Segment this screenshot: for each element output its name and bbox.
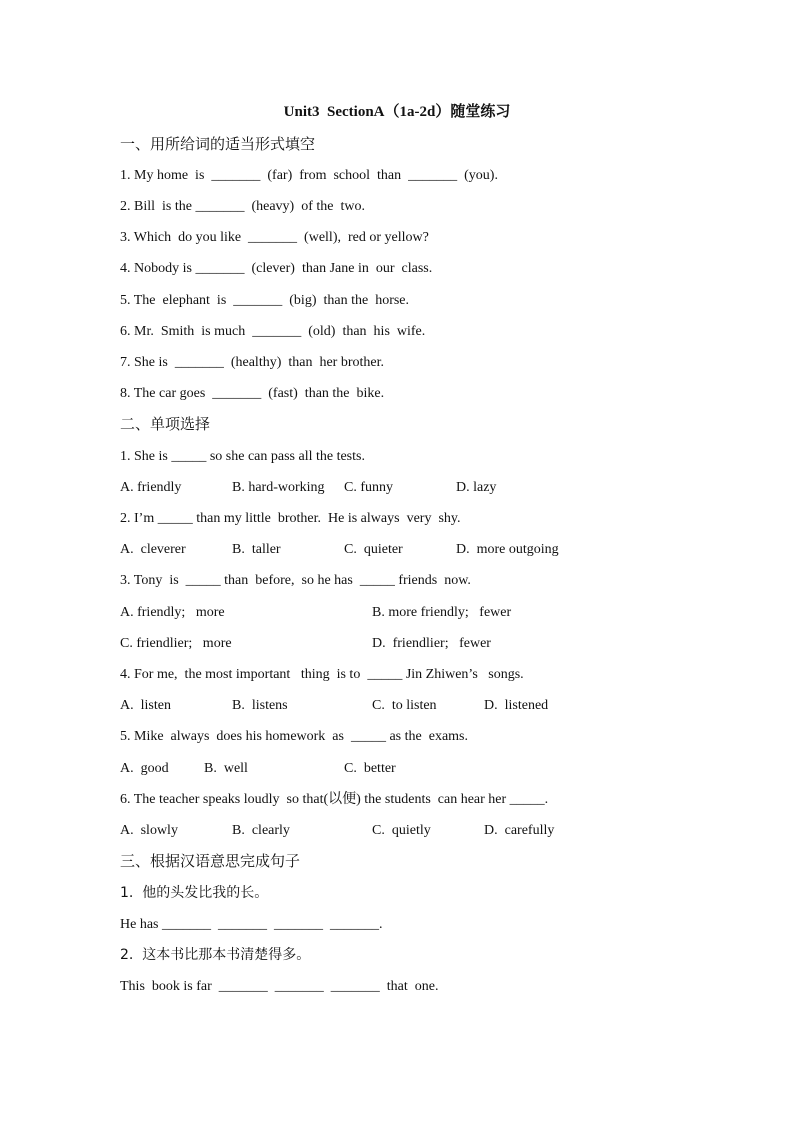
- mc-question-5: 5. Mike always does his homework as _____ as the exams.: [120, 729, 468, 744]
- translate-prompt-1: 1. 他的头发比我的长。: [120, 885, 269, 901]
- mc-option-6b: B. clearly: [232, 823, 290, 838]
- mc-option-6c: C. quietly: [372, 823, 431, 838]
- fill-item-1: 1. My home is _______ (far) from school than _______ (you).: [120, 168, 498, 183]
- mc-option-4d: D. listened: [484, 698, 549, 713]
- section-heading-1: 一、用所给词的适当形式填空: [120, 135, 316, 153]
- mc-option-3d: D. friendlier; fewer: [372, 636, 491, 651]
- page-title: Unit3 SectionA（1a-2d）随堂练习: [283, 104, 511, 120]
- mc-option-2d: D. more outgoing: [456, 542, 559, 557]
- mc-option-1c: C. funny: [344, 480, 393, 495]
- fill-item-2: 2. Bill is the _______ (heavy) of the two.: [120, 199, 365, 214]
- mc-option-4c: C. to listen: [372, 698, 437, 713]
- mc-option-5a: A. good: [120, 761, 169, 776]
- mc-option-6a: A. slowly: [120, 823, 178, 838]
- section-heading-3: 三、根据汉语意思完成句子: [120, 852, 301, 870]
- mc-option-2a: A. cleverer: [120, 542, 186, 557]
- section-heading-2: 二、单项选择: [120, 415, 211, 433]
- mc-question-3: 3. Tony is _____ than before, so he has _____ friends now.: [120, 573, 471, 588]
- mc-option-1d: D. lazy: [456, 480, 497, 495]
- mc-option-1b: B. hard-working: [232, 480, 325, 495]
- mc-question-2: 2. I’m _____ than my little brother. He is always very shy.: [120, 511, 461, 526]
- mc-option-6d: D. carefully: [484, 823, 555, 838]
- mc-question-1: 1. She is _____ so she can pass all the tests.: [120, 449, 365, 464]
- fill-item-3: 3. Which do you like _______ (well), red or yellow?: [120, 230, 429, 245]
- fill-item-6: 6. Mr. Smith is much _______ (old) than his wife.: [120, 324, 426, 339]
- mc-option-1a: A. friendly: [120, 480, 182, 495]
- mc-question-6: 6. The teacher speaks loudly so that(以便) the students can hear her _____.: [120, 792, 549, 807]
- fill-item-5: 5. The elephant is _______ (big) than the horse.: [120, 293, 410, 308]
- fill-item-8: 8. The car goes _______ (fast) than the bike.: [120, 386, 385, 401]
- mc-option-3b: B. more friendly; fewer: [372, 605, 512, 620]
- fill-item-7: 7. She is _______ (healthy) than her brother.: [120, 355, 385, 370]
- mc-option-4b: B. listens: [232, 698, 288, 713]
- mc-option-3c: C. friendlier; more: [120, 636, 232, 651]
- fill-item-4: 4. Nobody is _______ (clever) than Jane in our class.: [120, 261, 433, 276]
- mc-option-5c: C. better: [344, 761, 396, 776]
- mc-option-2c: C. quieter: [344, 542, 403, 557]
- mc-option-4a: A. listen: [120, 698, 171, 713]
- mc-question-4: 4. For me, the most important thing is to _____ Jin Zhiwen’s songs.: [120, 667, 524, 682]
- mc-option-3a: A. friendly; more: [120, 605, 225, 620]
- translate-answer-1: He has _______ _______ _______ _______.: [120, 917, 383, 932]
- mc-option-5b: B. well: [204, 761, 248, 776]
- translate-prompt-2: 2. 这本书比那本书清楚得多。: [120, 947, 311, 963]
- mc-option-2b: B. taller: [232, 542, 281, 557]
- translate-answer-2: This book is far _______ _______ _______ that one.: [120, 979, 439, 994]
